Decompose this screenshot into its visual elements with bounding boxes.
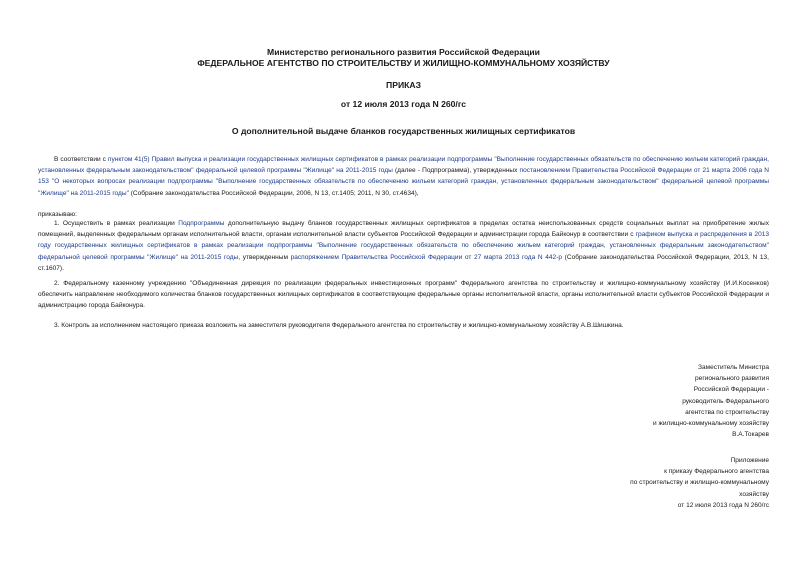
appendix-title: Приложение [730, 457, 769, 464]
signature-block [549, 362, 769, 440]
signatory-name: В.А.Токарев [732, 431, 769, 439]
rules-link[interactable]: пунктом 41(5) Правил выпуска и реализации государственных жилищных сертификатов в рамках реализации подпрограммы "Выполнение государственных обязательств по обеспечению жильем категорий граждан, установленных федеральным законодательством" федеральной целевой программы "Жилище" на 2011-2015 годы [38, 156, 769, 175]
item-2-text: 2. Федеральному казенному учреждению "Объединенная дирекция по реализации федеральных инвестиционных программ" Федерального агентства по строительству и жилищно-коммунальному хозяйству (И.И.Косенков) обеспечить направление необходимого количества бланков государственных жилищных сертификатов в соответствующие федеральные органы исполнительной власти, органы исполнительной власти субъектов Российской Федерации и администрацию города Байконура. [38, 280, 769, 310]
document-title: О дополнительной выдаче бланков государственных жилищных сертификатов [231, 126, 576, 136]
preamble-paragraph [38, 154, 769, 199]
preamble-text-3: (Собрание законодательства Российской Федерации, 2006, N 13, ст.1405; 2011, N 30, ст.4634), [128, 189, 419, 197]
appendix-line: к приказу Федерального агентства [664, 468, 769, 476]
signature-line: Российской Федерации - [693, 386, 769, 394]
government-order-link[interactable]: распоряжением Правительства Российской Федерации от 27 марта 2013 года N 442-р [290, 253, 563, 261]
appendix-line: от 12 июля 2013 года N 260/гс [677, 501, 769, 509]
agency-name: ФЕДЕРАЛЬНОЕ АГЕНТСТВО ПО СТРОИТЕЛЬСТВУ И ЖИЛИЩНО-КОММУНАЛЬНОМУ ХОЗЯЙСТВУ [197, 58, 610, 68]
item-2-paragraph [38, 278, 769, 312]
signature-line: агентства по строительству [685, 408, 769, 416]
subprogram-link[interactable]: Подпрограммы [178, 220, 225, 227]
signature-line: руководитель Федерального [682, 397, 769, 405]
preamble-text-1: В соответствии с [54, 156, 108, 163]
government-decree-link[interactable]: постановлением Правительства Российской Федерации от 21 марта 2006 года N 153 "О некоторых вопросах реализации подпрограммы "Выполнение государственных обязательств по обеспечению жильем категорий граждан, установленных федеральным законодательством" федеральной целевой программы "Жилище" на 2011-2015 годы" [38, 167, 769, 197]
appendix-block [549, 455, 769, 511]
item-3-text: 3. Контроль за исполнением настоящего приказа возложить на заместителя руководителя Федерального агентства по строительству и жилищно-коммунальному хозяйству А.В.Шишкина. [54, 322, 624, 329]
item-1-text-2: дополнительную выдачу бланков государственных жилищных сертификатов в пределах остатка неиспользованных средств социальных выплат на приобретение жилых помещений, выделенных федеральным органам исполнительной власти, органам исполнительной власти субъектов Российской Федерации и администрации города Байконур в соответствии с [38, 220, 769, 239]
signature-line: регионального развития [695, 375, 769, 383]
appendix-line: по строительству и жилищно-коммунальному [630, 479, 769, 487]
order-word: приказываю: [38, 211, 77, 218]
item-1-text-3: , утвержденным [238, 253, 291, 261]
ministry-name: Министерство регионального развития Российской Федерации [267, 47, 540, 57]
signature-line: Заместитель Министра [697, 364, 769, 371]
item-1-paragraph [38, 218, 769, 274]
item-1-text-1: 1. Осуществить в рамках реализации [54, 220, 179, 227]
item-3-paragraph [38, 320, 769, 331]
signature-line: и жилищно-коммунальному хозяйству [652, 420, 769, 428]
schedule-link[interactable]: графиком выпуска и распределения в 2013 году государственных жилищных сертификатов в рамках реализации подпрограммы "Выполнение государственных обязательств по обеспечению жильем категорий граждан, установленных федеральным законодательством" федеральной целевой программы "Жилище" на 2011-2015 годы [38, 231, 769, 261]
document-date-number: от 12 июля 2013 года N 260/гс [340, 99, 467, 109]
preamble-text-2: (далее - Подпрограмма), утвержденных [392, 167, 520, 175]
appendix-line: хозяйству [739, 490, 769, 498]
document-type: ПРИКАЗ [386, 80, 421, 90]
item-1-text-4: (Собрание законодательства Российской Федерации, 2013, N 13, ст.1607). [38, 253, 770, 272]
